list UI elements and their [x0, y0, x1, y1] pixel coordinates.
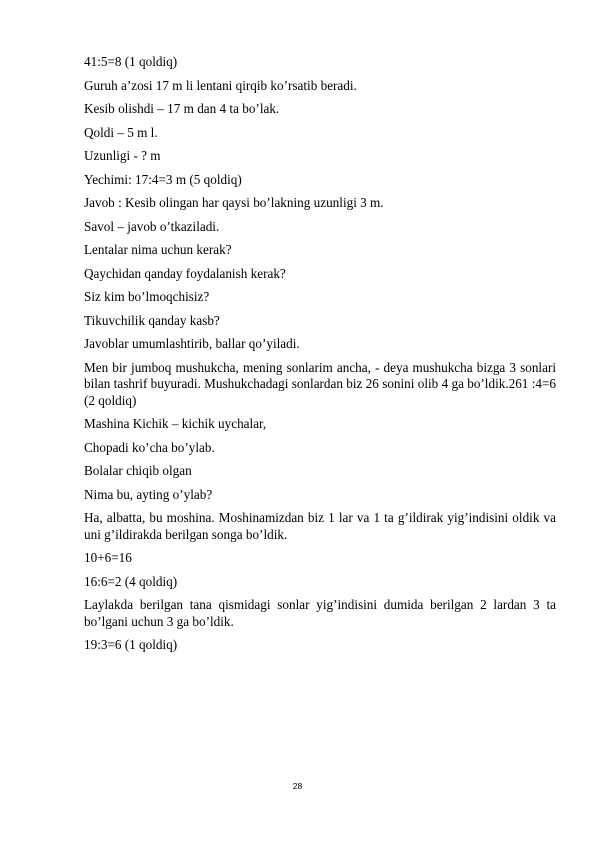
paragraph: Lentalar nima uchun kerak?	[84, 242, 232, 257]
paragraph: Ha, albatta, bu moshina. Moshinamizdan biz 1 lar va 1 ta g’ildirak yig’indisini oldik va uni g’ildirakda berilgan songa bo’ldik.	[84, 510, 556, 542]
paragraph: Bolalar chiqib olgan	[84, 463, 192, 478]
paragraph: Tikuvchilik qanday kasb?	[84, 312, 220, 328]
paragraph: Chopadi ko’cha bo’ylab.	[84, 439, 215, 455]
paragraph: Javoblar umumlashtirib, ballar qo’yiladi.	[84, 336, 300, 351]
paragraph: Yechimi: 17:4=3 m (5 qoldiq)	[84, 171, 242, 187]
paragraph: Laylakda berilgan tana qismidagi sonlar yig’indisini dumida berilgan 2 lardan 3 ta bo’lgani uchun 3 ga bo’ldik.	[84, 597, 556, 629]
paragraph: Savol – javob o’tkaziladi.	[84, 218, 220, 234]
paragraph: Qaychidan qanday foydalanish kerak?	[84, 265, 286, 281]
paragraph: Mashina Kichik – kichik uychalar,	[84, 416, 267, 431]
paragraph: Qoldi – 5 m l.	[84, 124, 158, 140]
paragraph: Guruh a’zosi 17 m li lentani qirqib ko’rsatib beradi.	[84, 77, 357, 93]
paragraph: Siz kim bo’lmoqchisiz?	[84, 289, 210, 304]
paragraph: Uzunligi - ? m	[84, 148, 161, 163]
paragraph: Javob : Kesib olingan har qaysi bo’lakning uzunligi 3 m.	[84, 195, 384, 210]
paragraph: 16:6=2 (4 qoldiq)	[84, 573, 178, 589]
page-body	[84, 54, 556, 661]
paragraph: 19:3=6 (1 qoldiq)	[84, 637, 178, 652]
page-number: 28	[292, 781, 303, 791]
paragraph: Kesib olishdi – 17 m dan 4 ta bo’lak.	[84, 101, 280, 116]
paragraph: Nima bu, ayting o’ylab?	[84, 486, 213, 502]
paragraph: Men bir jumboq mushukcha, mening sonlarim ancha, - deya mushukcha bizga 3 sonlari bilan tashrif buyuradi. Mushukchadagi sonlardan biz 26 sonini olib 4 ga bo’ldik.261 :4=6 (2 qoldiq)	[84, 359, 556, 408]
paragraph: 10+6=16	[84, 550, 132, 565]
paragraph: 41:5=8 (1 qoldiq)	[84, 54, 178, 69]
